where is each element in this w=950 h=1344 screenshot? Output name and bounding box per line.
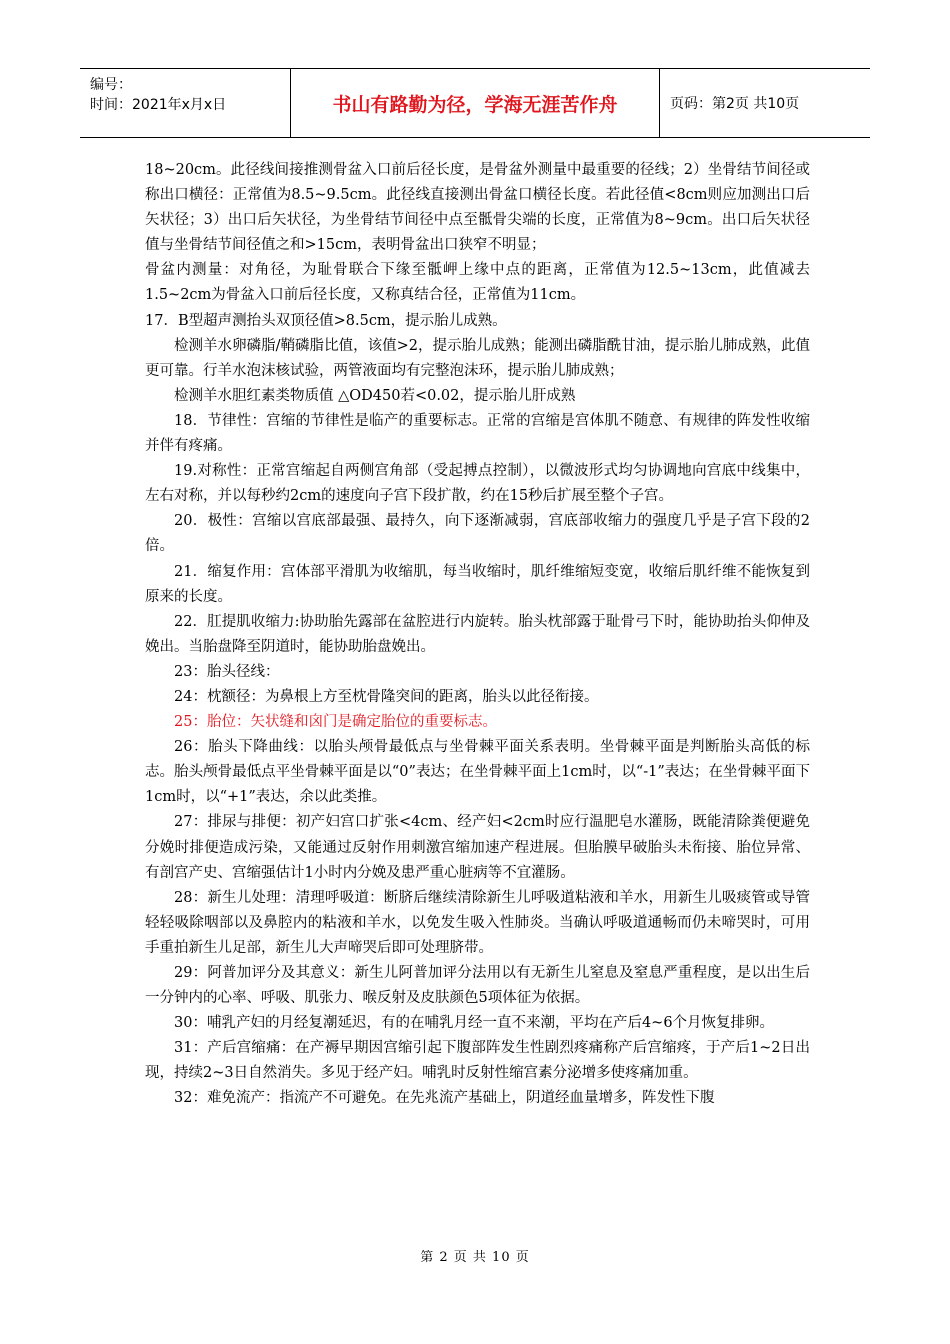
page-footer: 第 2 页 共 10 页 <box>420 1250 530 1265</box>
paragraph: 31：产后宫缩痛：在产褥早期因宫缩引起下腹部阵发生性剧烈疼痛称产后宫缩疼，于产后1~2日出现，持续2~3日自然消失。多见于经产妇。哺乳时反射性缩宫素分泌增多使疼痛加重。 <box>145 1040 810 1082</box>
paragraph: 28：新生儿处理：清理呼吸道：断脐后继续清除新生儿呼吸道粘液和羊水，用新生儿吸痰管或导管轻轻吸除咽部以及鼻腔内的粘液和羊水，以免发生吸入性肺炎。当确认呼吸道通畅而仍未啼哭时，可用手重拍新生儿足部，新生儿大声啼哭后即可处理脐带。 <box>145 889 810 956</box>
paragraph: 32：难免流产：指流产不可避免。在先兆流产基础上，阴道经血量增多，阵发性下腹 <box>174 1090 715 1107</box>
header-number-label: 编号： <box>90 77 132 93</box>
paragraph: 29：阿普加评分及其意义：新生儿阿普加评分法用以有无新生儿窒息及窒息严重程度，是以出生后一分钟内的心率、呼吸、肌张力、喉反射及皮肤颜色5项体征为依据。 <box>145 965 810 1007</box>
paragraph: 18~20cm。此径线间接推测骨盆入口前后径长度，是骨盆外测量中最重要的径线；2）坐骨结节间径或称出口横径：正常值为8.5~9.5cm。此径线直接测出骨盆口横径长度。若此径值<8cm则应加测出口后矢状径；3）出口后矢状径，为坐骨结节间径中点至骶骨尖端的长度，正常值为8~9cm。出口后矢状径值与坐骨结节间径值之和>15cm，表明骨盆出口狭窄不明显； <box>145 162 810 254</box>
paragraph: 18．节律性：宫缩的节律性是临产的重要标志。正常的宫缩是宫体肌不随意、有规律的阵发性收缩并伴有疼痛。 <box>145 412 810 455</box>
header-page-info: 页码：第2页 共10页 <box>670 96 800 112</box>
document-body <box>145 158 810 1112</box>
paragraph: 骨盆内测量：对角径，为耻骨联合下缘至骶岬上缘中点的距离，正常值为12.5~13cm，此值减去1.5~2cm为骨盆入口前后径长度，又称真结合径，正常值为11cm。 <box>145 262 810 304</box>
paragraph: 19.对称性：正常宫缩起自两侧宫角部（受起搏点控制），以微波形式均匀协调地向宫底中线集中，左右对称，并以每秒约2cm的速度向子宫下段扩散，约在15秒后扩展至整个子宫。 <box>145 463 810 505</box>
header-divider <box>659 69 660 137</box>
paragraph: 24：枕额径：为鼻根上方至枕骨隆突间的距离，胎头以此径衔接。 <box>174 688 599 705</box>
paragraph: 27：排尿与排便：初产妇宫口扩张<4cm、经产妇<2cm时应行温肥皂水灌肠，既能清除粪便避免分娩时排便造成污染，又能通过反射作用刺激宫缩加速产程进展。但胎膜早破胎头未衔接、胎位异常、有剖宫产史、宫缩强估计1小时内分娩及患严重心脏病等不宜灌肠。 <box>145 814 810 881</box>
header-meta <box>90 75 226 115</box>
paragraph: 25：胎位：矢状缝和囟门是确定胎位的重要标志。 <box>174 714 497 731</box>
paragraph: 20．极性：宫缩以宫底部最强、最持久，向下逐渐减弱，宫底部收缩力的强度几乎是子宫下段的2倍。 <box>145 513 810 555</box>
paragraph: 17．B型超声测抬头双顶径值>8.5cm，提示胎儿成熟。 <box>145 312 507 329</box>
paragraph: 检测羊水胆红素类物质值 △OD450若<0.02，提示胎儿肝成熟 <box>174 387 576 404</box>
page-header <box>80 68 870 138</box>
paragraph: 30：哺乳产妇的月经复潮延迟，有的在哺乳月经一直不来潮，平均在产后4~6个月恢复排卵。 <box>174 1015 775 1032</box>
paragraph: 26：胎头下降曲线：以胎头颅骨最低点与坐骨棘平面关系表明。坐骨棘平面是判断胎头高低的标志。胎头颅骨最低点平坐骨棘平面是以“0”表达；在坐骨棘平面上1cm时，以“-1”表达；在坐骨棘平面下1cm时，以“+1”表达，余以此类推。 <box>145 739 810 806</box>
paragraph: 检测羊水卵磷脂/鞘磷脂比值，该值>2，提示胎儿成熟；能测出磷脂酰甘油，提示胎儿肺成熟，此值更可靠。行羊水泡沫核试验，两管液面均有完整泡沫环，提示胎儿肺成熟； <box>145 337 810 379</box>
paragraph: 22．肛提肌收缩力:协助胎先露部在盆腔进行内旋转。胎头枕部露于耻骨弓下时，能协助抬头仰伸及娩出。当胎盘降至阴道时，能协助胎盘娩出。 <box>145 613 810 655</box>
paragraph: 23：胎头径线： <box>174 663 280 680</box>
header-slogan: 书山有路勤为径，学海无涯苦作舟 <box>332 93 618 116</box>
header-time: 时间：2021年x月x日 <box>90 97 227 113</box>
paragraph: 21．缩复作用：宫体部平滑肌为收缩肌，每当收缩时，肌纤维缩短变宽，收缩后肌纤维不能恢复到原来的长度。 <box>145 563 810 605</box>
